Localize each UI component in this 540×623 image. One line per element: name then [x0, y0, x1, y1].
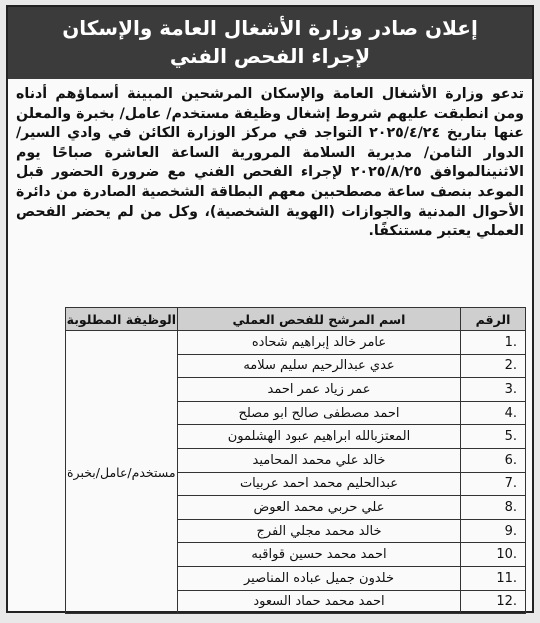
- announcement-page: [6, 5, 534, 613]
- header-number: الرقم: [461, 308, 526, 331]
- row-number: 3.: [461, 378, 526, 402]
- row-number: 10.: [461, 543, 526, 567]
- candidate-name: عبدالحليم محمد احمد عربيات: [178, 472, 461, 496]
- title-line-2: لإجراء الفحص الفني: [169, 44, 371, 68]
- table-row: [65, 331, 525, 355]
- candidate-name: احمد مصطفى صالح ابو مصلح: [178, 401, 461, 425]
- header-candidate-name: اسم المرشح للفحص العملي: [178, 308, 461, 331]
- required-job: مستخدم/عامل/بخبرة: [65, 331, 177, 614]
- row-number: 11.: [461, 566, 526, 590]
- row-number: 5.: [461, 425, 526, 449]
- candidate-name: خلدون جميل عباده المناصير: [178, 566, 461, 590]
- candidate-name: علي حربي محمد العوض: [178, 496, 461, 520]
- row-number: 1.: [461, 331, 526, 355]
- table-body: [65, 331, 525, 614]
- candidate-name: عدي عبدالرحيم سليم سلامه: [178, 354, 461, 378]
- header-required-job: الوظيفة المطلوبة: [65, 308, 177, 331]
- candidate-name: عامر خالد إبراهيم شحاده: [178, 331, 461, 355]
- row-number: 9.: [461, 519, 526, 543]
- row-number: 4.: [461, 401, 526, 425]
- row-number: 12.: [461, 590, 526, 614]
- row-number: 6.: [461, 448, 526, 472]
- row-number: 2.: [461, 354, 526, 378]
- table-header-row: [65, 308, 525, 331]
- candidate-name: خالد محمد مجلي الفرج: [178, 519, 461, 543]
- candidate-name: احمد محمد حماد السعود: [178, 590, 461, 614]
- row-number: 8.: [461, 496, 526, 520]
- candidates-table: [65, 307, 526, 614]
- announcement-body: تدعو وزارة الأشغال العامة والإسكان المرشحين المبينة أسماؤهم أدناه ومن انطبقت عليهم شروط إشغال وظيفة مستخدم/ عامل/ بخبرة والمعلن عنها بتاريخ ٢٠٢٥/٤/٢٤ التواجد في مركز الوزارة الكائن في وادي السير/ الدوار الثامن/ مديرية السلامة المرورية الساعة العاشرة صباحًا يوم الاثنينالموافق ٢٠٢٥/٨/٢٥ لإجراء الفحص الفني مع ضرورة الحضور قبل الموعد بنصف ساعة مصطحبين معهم البطاقة الشخصية الصادرة من دائرة الأحوال المدنية والجوازات (الهوية الشخصية)، وكل من لم يحضر الفحص العملي يعتبر مستنكفًا.: [16, 86, 524, 240]
- candidate-name: خالد علي محمد المحاميد: [178, 448, 461, 472]
- candidate-name: المعتزبالله ابراهيم عبود الهشلمون: [178, 425, 461, 449]
- row-number: 7.: [461, 472, 526, 496]
- announcement-header: [8, 7, 532, 79]
- candidate-name: احمد محمد حسين قواقبه: [178, 543, 461, 567]
- title-line-1: إعلان صادر وزارة الأشغال العامة والإسكان: [62, 16, 478, 40]
- candidate-name: عمر زياد عمر احمد: [178, 378, 461, 402]
